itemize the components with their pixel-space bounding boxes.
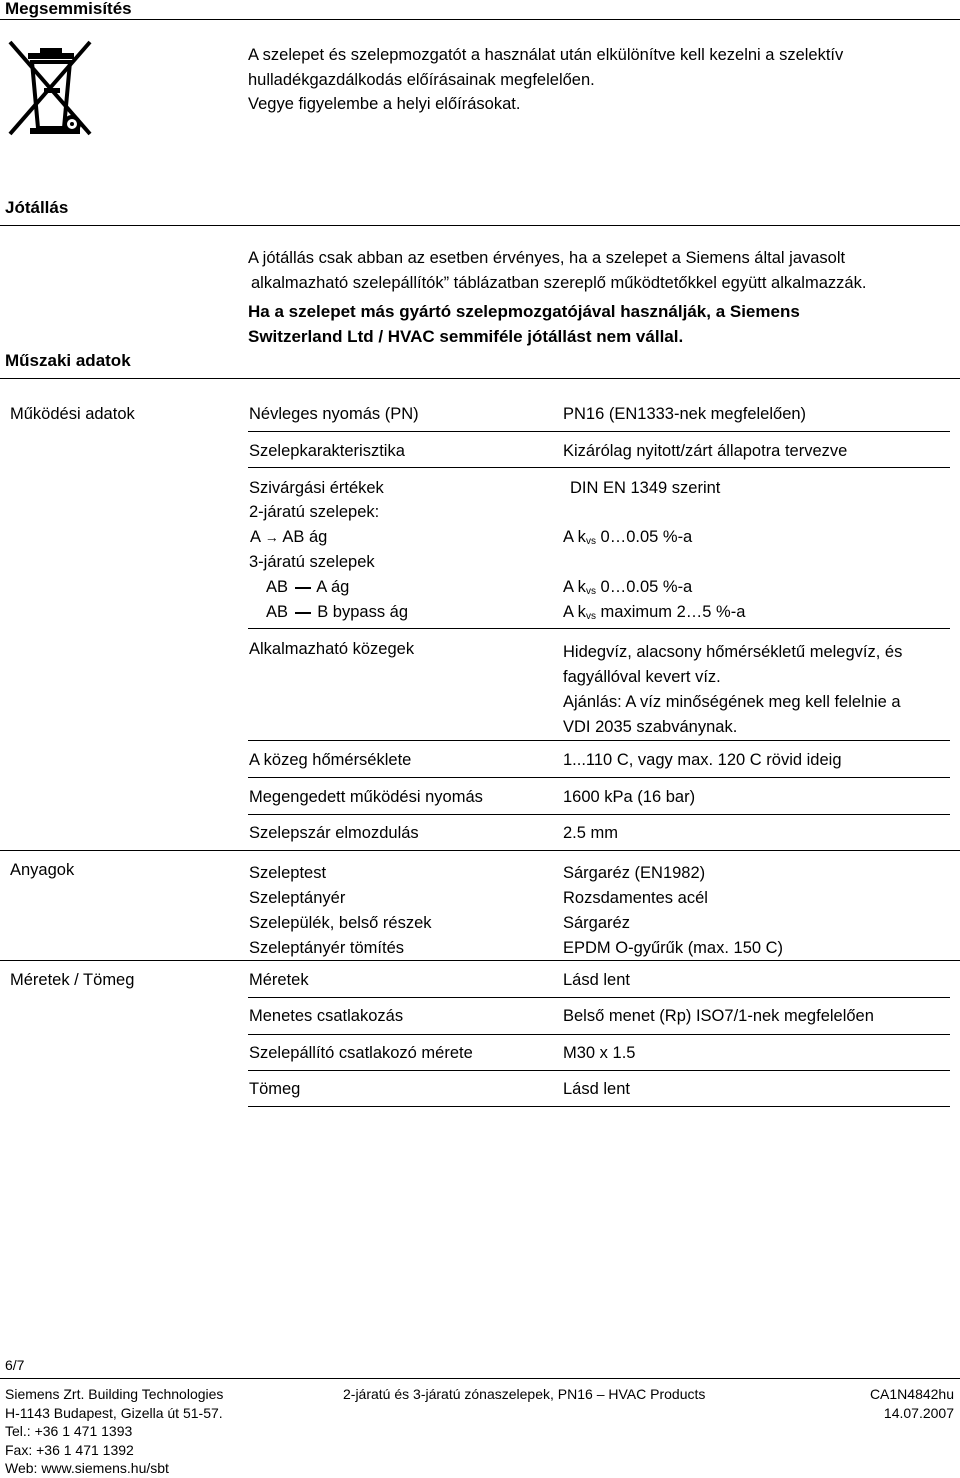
media-value <box>563 640 902 740</box>
section-dimensions: Méretek / Tömeg <box>10 971 135 989</box>
row-divider <box>248 814 950 815</box>
section-rule <box>0 850 960 851</box>
weee-crossed-bin-icon <box>6 38 94 138</box>
row-divider <box>248 628 950 629</box>
row-divider <box>248 740 950 741</box>
warranty-note <box>248 299 800 349</box>
port-a-branch: A ág <box>316 578 350 596</box>
leakage-value: DIN EN 1349 szerint <box>570 479 721 497</box>
row-divider <box>248 777 950 778</box>
thread-label: Menetes csatlakozás <box>249 1007 404 1025</box>
footer-rule <box>0 1378 960 1379</box>
disposal-line: Vegye figyelembe a helyi előírásokat. <box>248 95 521 113</box>
kvs-text: 0…0.05 %-a <box>595 578 693 596</box>
warranty-line: alkalmazható szelepállítók” táblázatban szereplő működtetőkkel együtt alkalmazzák. <box>251 273 867 292</box>
pn-value: PN16 (EN1333-nek megfelelően) <box>563 405 807 423</box>
section-operating: Működési adatok <box>10 405 135 423</box>
section-materials: Anyagok <box>10 861 75 879</box>
three-way-label: 3-járatú szelepek <box>249 553 375 571</box>
company-name: Siemens Zrt. Building Technologies <box>5 1386 224 1402</box>
warranty-line: A jótállás csak abban az esetben érvényes, ha a szelepet a Siemens által javasolt <box>248 249 846 267</box>
document-date: 14.07.2007 <box>883 1404 954 1421</box>
arrow-right-icon: → <box>264 529 279 545</box>
disposal-line: A szelepet és szelepmozgatót a használat után elkülönítve kell kezelni a szelektív <box>248 46 844 64</box>
row-divider <box>248 431 950 432</box>
material-label: Szelepülék, belső részek <box>249 914 432 932</box>
kvs-sub: vs <box>585 586 596 597</box>
pn-label: Névleges nyomás (PN) <box>249 405 419 423</box>
material-value: EPDM O-gyűrűk (max. 150 C) <box>563 939 784 957</box>
dash-icon <box>295 587 311 589</box>
port-b-bypass: B bypass ág <box>317 603 409 621</box>
kvs-prefix: A k <box>563 603 586 621</box>
material-value: Sárgaréz (EN1982) <box>563 864 706 882</box>
technical-heading: Műszaki adatok <box>5 351 131 370</box>
warranty-bold-line: Ha a szelepet más gyártó szelepmozgatójával használják, a Siemens <box>248 302 800 321</box>
ab-a-port-label <box>266 578 349 597</box>
pressure-label: Megengedett működési nyomás <box>249 788 483 806</box>
company-web: Web: www.siemens.hu/sbt <box>5 1460 169 1476</box>
warranty-bold-line: Switzerland Ltd / HVAC semmiféle jótállást nem vállal. <box>248 327 684 346</box>
top-rule <box>0 19 960 20</box>
material-label: Szeleptányér <box>249 889 346 907</box>
kvs-ab-a-value <box>563 578 692 597</box>
warranty-text <box>248 246 866 295</box>
materials-values <box>563 861 783 961</box>
temperature-label: A közeg hőmérséklete <box>249 751 412 769</box>
port-ab: AB <box>266 578 289 596</box>
media-label: Alkalmazható közegek <box>249 640 415 658</box>
kvs-sub: vs <box>585 536 596 547</box>
page-number: 6/7 <box>5 1357 25 1373</box>
characteristic-value: Kizárólag nyitott/zárt állapotra tervezve <box>563 442 848 460</box>
document-info <box>870 1385 954 1422</box>
size-label: Méretek <box>249 971 309 989</box>
materials-labels <box>249 861 432 961</box>
product-title: 2-járatú és 3-járatú zónaszelepek, PN16 – HVAC Products <box>343 1386 706 1402</box>
pressure-value: 1600 kPa (16 bar) <box>563 788 696 806</box>
material-label: Szeleptest <box>249 864 327 882</box>
port-ab: AB <box>266 603 289 621</box>
thread-value: Belső menet (Rp) ISO7/1-nek megfelelően <box>563 1007 874 1025</box>
row-divider <box>248 1034 950 1035</box>
company-info <box>5 1385 223 1478</box>
two-way-label: 2-járatú szelepek: <box>249 503 380 521</box>
company-address: H-1143 Budapest, Gizella út 51-57. <box>5 1404 223 1421</box>
dash-icon <box>295 612 311 614</box>
material-label: Szeleptányér tömítés <box>249 939 404 957</box>
weight-label: Tömeg <box>249 1080 301 1098</box>
row-divider <box>248 997 950 998</box>
actuator-connection-label: Szelepállító csatlakozó mérete <box>249 1044 473 1062</box>
ab-b-port-label <box>266 603 408 622</box>
media-line: fagyállóval kevert víz. <box>563 668 721 686</box>
stroke-label: Szelepszár elmozdulás <box>249 824 419 842</box>
technical-rule <box>0 378 960 379</box>
weight-value: Lásd lent <box>563 1080 630 1098</box>
kvs-a-ab-value <box>563 528 692 547</box>
temperature-value: 1...110 C, vagy max. 120 C rövid ideig <box>563 751 842 769</box>
kvs-prefix: A k <box>563 528 586 546</box>
warranty-heading: Jótállás <box>5 198 69 217</box>
company-fax: Fax: +36 1 471 1392 <box>5 1441 134 1458</box>
kvs-text: 0…0.05 %-a <box>595 528 693 546</box>
port-ab-branch: AB ág <box>282 528 328 546</box>
company-phone: Tel.: +36 1 471 1393 <box>5 1423 133 1439</box>
leakage-label: Szivárgási értékek <box>249 479 384 497</box>
media-line: Hidegvíz, alacsony hőmérsékletű melegvíz, és <box>563 643 903 661</box>
disposal-heading: Megsemmisítés <box>5 0 132 18</box>
section-rule <box>0 960 960 961</box>
media-line: Ajánlás: A víz minőségének meg kell felelnie a <box>563 693 901 711</box>
actuator-connection-value: M30 x 1.5 <box>563 1044 636 1062</box>
row-divider <box>248 467 950 468</box>
a-ab-port-label <box>250 528 327 547</box>
kvs-text: maximum 2…5 %-a <box>595 603 746 621</box>
size-value: Lásd lent <box>563 971 630 989</box>
characteristic-label: Szelepkarakterisztika <box>249 442 405 460</box>
row-divider <box>248 1070 950 1071</box>
document-id: CA1N4842hu <box>869 1386 954 1402</box>
material-value: Rozsdamentes acél <box>563 889 708 907</box>
disposal-text <box>248 43 843 117</box>
disposal-line: hulladékgazdálkodás előírásainak megfelelően. <box>248 70 595 89</box>
stroke-value: 2.5 mm <box>563 824 619 842</box>
material-value: Sárgaréz <box>563 914 630 932</box>
media-line: VDI 2035 szabványnak. <box>563 718 738 736</box>
warranty-rule <box>0 225 960 226</box>
kvs-ab-b-value <box>563 603 745 622</box>
kvs-sub: vs <box>585 611 596 622</box>
kvs-prefix: A k <box>563 578 586 596</box>
port-a: A <box>250 528 261 546</box>
row-divider <box>248 1106 950 1107</box>
